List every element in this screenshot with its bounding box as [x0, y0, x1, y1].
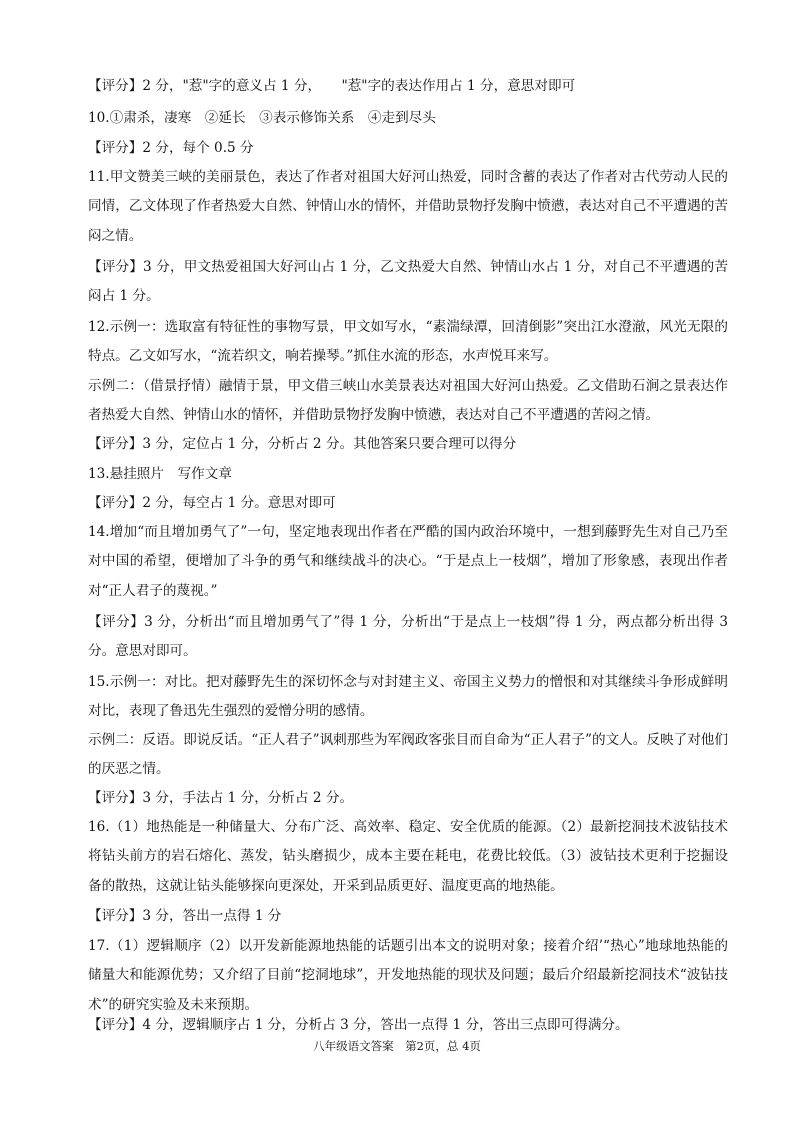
paragraph-q11-answer: 11.甲文赞美三峡的美丽景色，表达了作者对祖国大好河山热爱，同时含蓄的表达了作者对古代劳动人民的同情，乙文体现了作者热爱大自然、钟情山水的情怀，并借助景物抒发胸中愤懑，表达对自己不平遭遇的苦闷之情。 [88, 169, 728, 244]
paragraph-q15-example1: 15.示例一：对比。把对藤野先生的深切怀念与对封建主义、帝国主义势力的憎恨和对其继续斗争形成鲜明对比，表现了鲁迅先生强烈的爱憎分明的感情。 [88, 674, 728, 720]
paragraph-q16-answer: 16.（1）地热能是一种储量大、分布广泛、高效率、稳定、安全优质的能源。（2）最新挖洞技术波钻技术将钻头前方的岩石熔化、蒸发，钻头磨损少，成本主要在耗电，花费比较低。（3）波钻技术更利于挖掘设备的散热，这就让钻头能够探向更深处，开采到品质更好、温度更高的地热能。 [88, 819, 728, 894]
page-footer: 八年级语文答案 第2页，总 4页 [313, 1039, 481, 1053]
paragraph-q13-score: 【评分】2 分，每空占 1 分。意思对即可 [88, 495, 336, 511]
paragraph-q10-score: 【评分】2 分，每个 0.5 分 [88, 140, 254, 156]
paragraph-q16-score: 【评分】3 分，答出一点得 1 分 [88, 908, 282, 924]
paragraph-q9-score: 【评分】2 分，"惹"字的意义占 1 分， "惹"字的表达作用占 1 分，意思对即可 [88, 78, 576, 94]
paragraph-q12-example1: 12.示例一：选取富有特征性的事物写景，甲文如写水，“素湍绿潭，回清倒影”突出江水澄澈，风光无限的特点。乙文如写水，“流若织文，响若操琴。”抓住水流的形态，水声悦耳来写。 [88, 319, 728, 365]
paragraph-q17-answer: 17.（1）逻辑顺序（2）以开发新能源地热能的话题引出本文的说明对象；接着介绍’“热心”地球地热能的储量大和能源优势；又介绍了目前“挖洞地球”，开发地热能的现状及问题；最后介绍最新挖洞技术“波钻技术”的研究实验及未来预期。 [88, 938, 728, 1013]
paragraph-q12-example2: 示例二：（借景抒情）融情于景，甲文借三峡山水美景表达对祖国大好河山热爱。乙文借助石涧之景表达作者热爱大自然、钟情山水的情怀，并借助景物抒发胸中愤懑，表达对自己不平遭遇的苦闷之情。 [88, 378, 728, 424]
paragraph-q13-answer: 13.悬挂照片 写作文章 [88, 466, 232, 482]
paragraph-q14-answer: 14.增加“而且增加勇气了”一句，坚定地表现出作者在严酷的国内政治环境中，一想到藤野先生对自己乃至对中国的希望，便增加了斗争的勇气和继续战斗的决心。“于是点上一枝烟”，增加了形象感，表现出作者对“正人君子的蔑视。” [88, 524, 728, 599]
paragraph-q14-score: 【评分】3 分，分析出“而且增加勇气了”得 1 分，分析出“于是点上一枝烟”得 1 分，两点都分析出得 3 分。意思对即可。 [88, 614, 728, 660]
paragraph-q15-example2: 示例二：反语。即说反话。“正人君子”讽刺那些为军阀政客张目而自命为“正人君子”的文人。反映了对他们的厌恶之情。 [88, 732, 728, 778]
paragraph-q12-score: 【评分】3 分，定位占 1 分，分析占 2 分。其他答案只要合理可以得分 [88, 436, 517, 452]
paragraph-q10-answer: 10.①肃杀，凄寒 ②延长 ③表示修饰关系 ④走到尽头 [88, 110, 436, 126]
paragraph-q11-score: 【评分】3 分，甲文热爱祖国大好河山占 1 分，乙文热爱大自然、钟情山水占 1 分，对自己不平遭遇的苦闷占 1 分。 [88, 259, 728, 305]
paragraph-q15-score: 【评分】3 分，手法占 1 分，分析占 2 分。 [88, 790, 354, 806]
paragraph-q17-score: 【评分】4 分，逻辑顺序占 1 分，分析占 3 分，答出一点得 1 分，答出三点即可得满分。 [88, 1017, 629, 1033]
